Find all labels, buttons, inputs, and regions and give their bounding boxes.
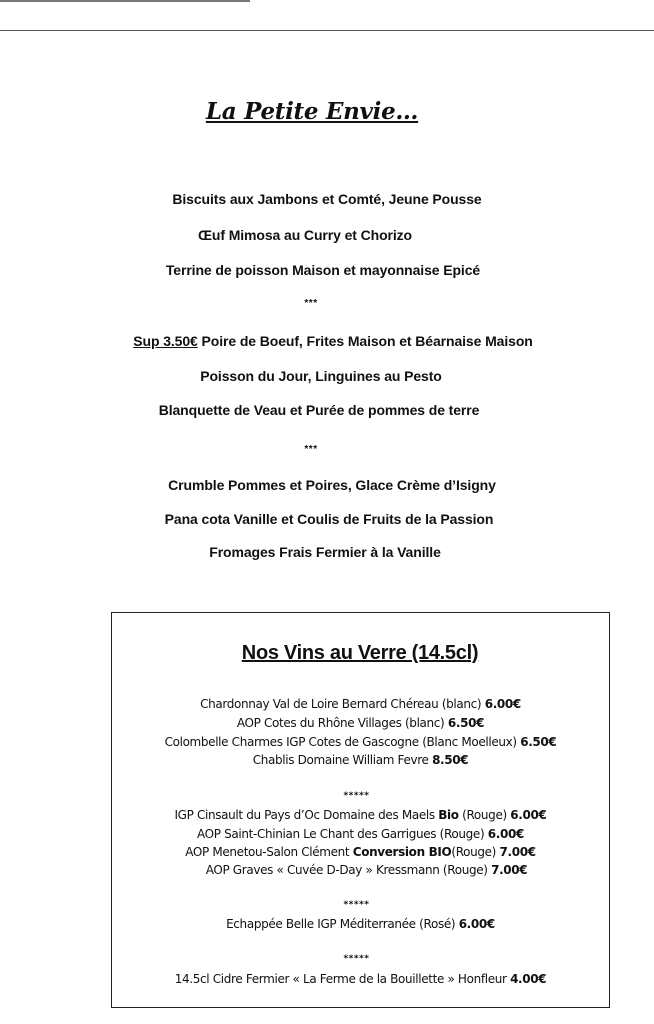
starter-1: Biscuits aux Jambons et Comté, Jeune Pousse [172, 191, 482, 207]
rose-wine [111, 917, 610, 931]
white-wine-1 [111, 697, 610, 711]
main-3: Blanquette de Veau et Purée de pommes de terre [158, 402, 480, 418]
dessert-1: Crumble Pommes et Poires, Glace Crème d’Isigny [168, 477, 496, 493]
red-wine-3-color: (Rouge) [451, 845, 497, 859]
red-wine-3 [111, 845, 610, 859]
white-wine-2 [111, 716, 610, 730]
main-1 [6, 333, 654, 349]
wine-separator-1: ***** [343, 791, 370, 801]
wine-separator-3: ***** [343, 954, 370, 964]
white-wine-4-name: Chablis Domaine William Fevre [252, 753, 429, 767]
rose-wine-name: Echappée Belle IGP Méditerranée (Rosé) [226, 917, 456, 931]
red-wine-1-bio: Bio [438, 808, 459, 822]
red-wine-4-price: 7.00€ [491, 863, 528, 877]
red-wine-4-name: AOP Graves « Cuvée D-Day » Kressmann (Rouge) [205, 863, 488, 877]
menu-title: La Petite Envie… [205, 98, 419, 125]
supplement-price: Sup 3.50€ [133, 333, 198, 349]
red-wine-2-name: AOP Saint-Chinian Le Chant des Garrigues (Rouge) [197, 827, 485, 841]
white-wine-1-name: Chardonnay Val de Loire Bernard Chéreau (blanc) [200, 697, 482, 711]
red-wine-1-name: IGP Cinsault du Pays d’Oc Domaine des Maels [174, 808, 435, 822]
white-wine-4-price: 8.50€ [432, 753, 469, 767]
starter-3: Terrine de poisson Maison et mayonnaise Epicé [165, 262, 481, 278]
course-separator-1: *** [304, 298, 318, 309]
red-wine-1-price: 6.00€ [510, 808, 547, 822]
dessert-3: Fromages Frais Fermier à la Vanille [209, 544, 441, 560]
white-wine-1-price: 6.00€ [484, 697, 521, 711]
cider-name: 14.5cl Cidre Fermier « La Ferme de la Bouillette » Honfleur [174, 972, 507, 986]
dessert-2: Pana cota Vanille et Coulis de Fruits de la Passion [164, 511, 494, 527]
red-wine-1-color: (Rouge) [462, 808, 507, 822]
wine-list-title: Nos Vins au Verre (14.5cl) [241, 642, 479, 664]
red-wine-4 [117, 863, 616, 877]
white-wine-2-price: 6.50€ [447, 716, 485, 730]
starter-2: Œuf Mimosa au Curry et Chorizo [197, 227, 413, 243]
white-wine-4 [111, 753, 610, 767]
cider-price: 4.00€ [510, 972, 547, 986]
white-wine-3-name: Colombelle Charmes IGP Cotes de Gascogne (Blanc Moelleux) [164, 735, 517, 749]
main-1-label: Poire de Boeuf, Frites Maison et Béarnaise Maison [201, 333, 533, 349]
top-divider [0, 30, 654, 31]
cider [111, 972, 610, 986]
red-wine-2 [111, 827, 610, 841]
white-wine-2-name: AOP Cotes du Rhône Villages (blanc) [236, 716, 445, 730]
red-wine-3-price: 7.00€ [499, 845, 536, 859]
wine-separator-2: ***** [343, 900, 370, 910]
rose-wine-price: 6.00€ [458, 917, 495, 931]
top-edge-mark [0, 0, 250, 2]
red-wine-1 [111, 808, 610, 822]
course-separator-2: *** [304, 444, 318, 455]
red-wine-3-name: AOP Menetou-Salon Clément [185, 845, 350, 859]
main-2: Poisson du Jour, Linguines au Pesto [200, 368, 442, 384]
red-wine-3-conversion: Conversion BIO [352, 845, 452, 859]
white-wine-3 [111, 735, 610, 749]
red-wine-2-price: 6.00€ [487, 827, 524, 841]
white-wine-3-price: 6.50€ [520, 735, 557, 749]
